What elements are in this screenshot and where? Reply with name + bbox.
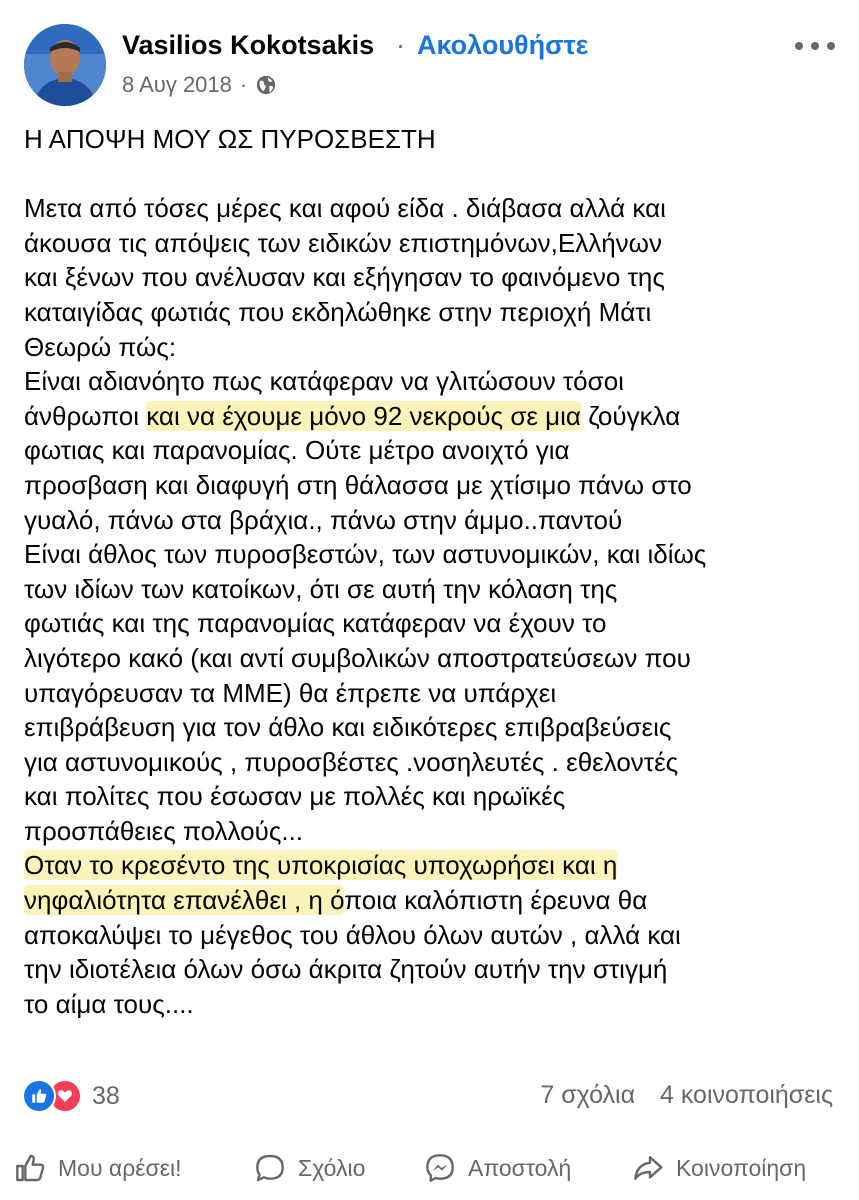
post-text-line: και ξένων που ανέλυσαν και εξήγησαν το φαινόμενο της — [24, 262, 665, 293]
post-text-line — [24, 157, 844, 192]
action-bar — [0, 1140, 859, 1196]
reaction-summary[interactable] — [22, 1080, 120, 1112]
post-text-line: υπαγόρευσαν τα ΜΜΕ) θα έπρεπε να υπάρχει — [24, 677, 557, 708]
post-text-line: και πολίτες που έσωσαν με πολλές και ηρωϊκές — [24, 781, 566, 812]
author-separator: · — [396, 30, 405, 60]
thumbs-up-icon — [14, 1152, 46, 1184]
post-date[interactable]: 8 Αυγ 2018 — [122, 72, 232, 97]
like-label: Μου αρέσει! — [58, 1154, 182, 1181]
avatar[interactable] — [24, 24, 106, 106]
post-text-line: Είναι αδιανόητο πως κατάφεραν να γλιτώσουν τόσοι — [24, 366, 624, 397]
post-meta — [122, 72, 277, 98]
more-dot — [795, 42, 803, 50]
post-text-line: Μετα από τόσες μέρες και αφού είδα . διάβασα αλλά και — [24, 193, 666, 224]
send-button[interactable] — [424, 1152, 571, 1184]
post-text-line: άκουσα τις απόψεις των ειδικών επιστημόνων,Ελλήνων — [24, 227, 662, 258]
comments-count-link[interactable]: 7 σχόλια — [540, 1081, 636, 1109]
shares-count-link[interactable]: 4 κοινοποιήσεις — [660, 1081, 833, 1109]
post-header — [0, 0, 859, 110]
post-text-line: καταιγίδας φωτιάς που εκδηλώθηκε στην περιοχή Μάτι — [24, 296, 652, 327]
post-text-line: προσπάθειες πολλούς... — [24, 815, 304, 846]
globe-icon — [255, 74, 277, 96]
post-text-line: των ιδίων των κατοίκων, ότι σε αυτή την κόλαση της — [24, 573, 618, 604]
meta-separator: · — [239, 72, 248, 97]
post-text-line: Η ΑΠΟΨΗ ΜΟΥ ΩΣ ΠΥΡΟΣΒΕΣΤΗ — [24, 124, 436, 154]
follow-button[interactable]: Ακολουθήστε — [417, 30, 589, 60]
author-name[interactable]: Vasilios Kokotsakis — [122, 30, 375, 60]
post-text-line: φωτιάς και της παρανομίας κατάφεραν να έχουν το — [24, 608, 607, 639]
highlighted-text: Οταν το κρεσέντο της υποκρισίας υποχωρήσει και η — [24, 850, 618, 881]
post-text-line — [24, 848, 844, 883]
reaction-count: 38 — [92, 1081, 120, 1110]
send-label: Αποστολή — [468, 1154, 572, 1181]
like-button[interactable] — [14, 1152, 182, 1184]
post-text-line: Είναι άθλος των πυροσβεστών, των αστυνομικών, και ιδίως — [24, 539, 707, 570]
post-text-line: Θεωρώ πώς: — [24, 331, 177, 362]
highlighted-text: και να έχουμε μόνο 92 νεκρούς σε μια — [146, 400, 581, 431]
more-options-icon[interactable] — [795, 36, 835, 56]
messenger-icon — [424, 1152, 456, 1184]
post-text-line: φωτιας και παρανομίας. Ούτε μέτρο ανοιχτό για — [24, 435, 570, 466]
post-text-line: το αίμα τους.... — [24, 988, 194, 1019]
post-text-line: γυαλό, πάνω στα βράχια., πάνω στην άμμο..παντού — [24, 504, 623, 535]
post-text-line: άνθρωποι και να έχουμε μόνο 92 νεκρούς σε μια ζούγκλα — [24, 400, 681, 431]
post-text-line: την ιδιοτέλεια όλων όσω άκριτα ζητούν αυτήν την στιγμή — [24, 954, 668, 985]
highlighted-text: νηφαλιότητα επανέλθει , η ό — [24, 885, 345, 916]
avatar-image — [24, 24, 106, 106]
post-text-line: λιγότερο κακό (και αντί συμβολικών αποστρατεύσεων που — [24, 642, 691, 673]
like-reaction-icon — [22, 1079, 56, 1113]
post-text-line: επιβράβευση για τον άθλο και ειδικότερες επιβραβεύσεις — [24, 712, 672, 743]
more-dot — [827, 42, 835, 50]
post-text-line: νηφαλιότητα επανέλθει , η όποια καλόπιστη έρευνα θα — [24, 885, 648, 916]
post-text-line: προσβαση και διαφυγή στη θάλασσα με χτίσιμο πάνω στο — [24, 469, 692, 500]
share-arrow-icon — [632, 1152, 664, 1184]
more-dot — [811, 42, 819, 50]
comment-button[interactable] — [254, 1152, 365, 1184]
comment-bubble-icon — [254, 1152, 286, 1184]
post-stats — [540, 1081, 833, 1110]
share-button[interactable] — [632, 1152, 806, 1184]
post-text-line: για αστυνομικούς , πυροσβέστες .νοσηλευτές . εθελοντές — [24, 746, 679, 777]
share-label: Κοινοποίηση — [676, 1154, 807, 1181]
post-body — [24, 122, 844, 1021]
post-text-line: αποκαλύψει το μέγεθος του άθλου όλων αυτών , αλλά και — [24, 919, 681, 950]
comment-label: Σχόλιο — [298, 1154, 366, 1181]
